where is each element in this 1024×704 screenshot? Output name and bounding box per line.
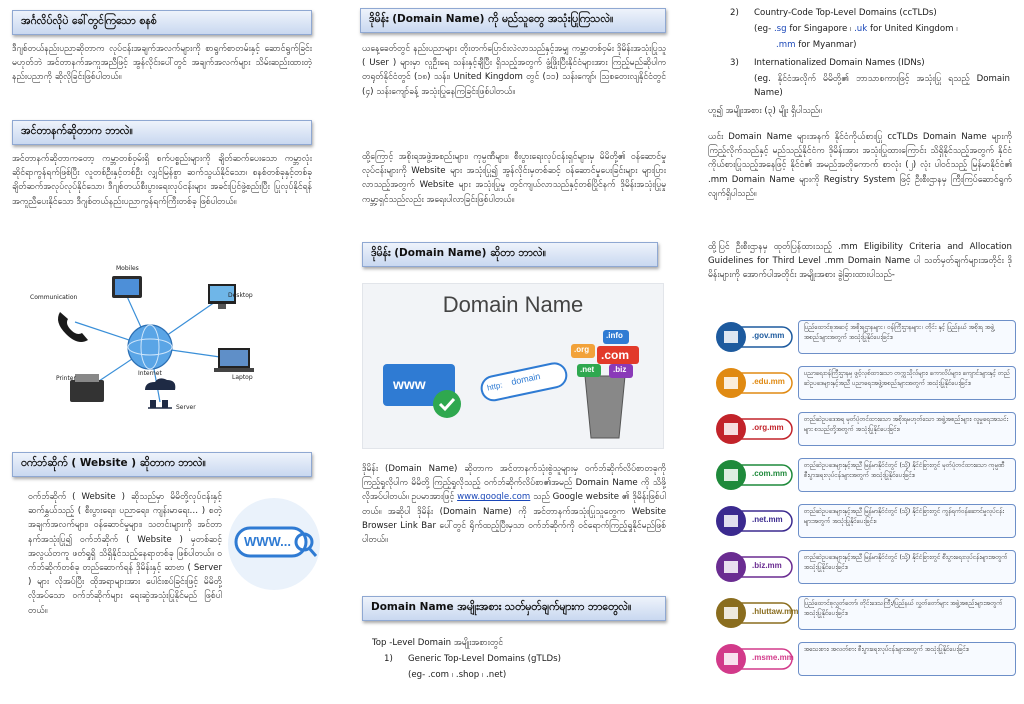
domain-category-description: အသေးစား၊ အလတ်စား စီးပွားရေးလုပ်ငန်းများအတွက် အသုံးပြုနိုင်ပေးခြင်း။: [798, 642, 1016, 676]
tag-http: http:: [486, 380, 504, 393]
tld2-example-d: for Myanmar): [795, 40, 857, 50]
tld2-example-c: for United Kingdom ၊: [867, 24, 958, 34]
paragraph-domain-growth: ထို့ကြောင့် အစိုးရအဖွဲ့အစည်းများ၊ ကုမ္ပဏီများ၊ စီးပွားရေးလုပ်ငန်းရှင်များမှ မိမိတို့၏ ဝန်ဆောင်မှုလုပ်ငန်းများကို Website များ အသုံးပြု၍ အွန်လိုင်းမှတစ်ဆင့် ဝန်ဆောင်မှုပေးခြင်းများ များပြားလာသည့်အတွက် Website များ အသုံးပြုမှု တွင်ကျယ်လာသည်နှင့်တစ်ပြိုင်နက် ဒိုမိန်းအသုံးပြုမှု ကမ္ဘာ့ရှင်သည်လည်း အရေးပါလာခြင်းဖြစ်ပါတယ်။: [362, 152, 666, 205]
website-icon: [228, 498, 320, 590]
domain-category-row: [714, 596, 1016, 630]
label-internet: Internet: [138, 370, 162, 377]
domain-category-icon: [714, 596, 799, 630]
domain-category-icon: [714, 458, 794, 492]
paragraph-website: ဝက်ဘ်ဆိုက် ( Website ) ဆိုသည်မှာ မိမိတို့လုပ်ငန်းနှင့်ဆက်နွှယ်သည့် ( စီးပွားရေး၊ ပညာရေး၊ ကျန်းမာရေး… ) စတဲ့ အချက်အလက်များ၊ ဝန်ဆောင်မှုများ၊ သတင်းများကို အင်တာနက်အသုံးပြု၍ ဝက်ဘ်ဆိုက် ( Website ) မှတစ်ဆင့် အလွယ်တကူ ဖတ်ရှုရှိ သိရှိနိုင်သည့်နေရာတစ်ခု ဖြစ်ပါတယ်။ ဝက်ဘ်ဆိုက်တစ်ခု တည်ဆောက်ရန် ဒိုမိန်းနှင့် ဆာဗာ ( Server ) များ လိုအပ်ပြီး ထိုအရာများအား ပေါင်းစပ်ခြင်းဖြင့် မိမိတို့လိုအပ်သော ဝက်ဘ်ဆိုက်များ ရေးဆွဲအသုံးပြုနိုင်မည် ဖြစ်ပါတယ်။: [28, 492, 222, 616]
domain-category-row: [714, 412, 1016, 446]
domain-category-description: ပြည်ထောင်စုလွှတ်တော်၊ တိုင်းဒေသကြီး/ပြည်နယ် လွှတ်တော်များ အဖွဲ့အစည်းများအတွက် အသုံးပြုနိုင်ပေးခြင်း။: [798, 596, 1016, 630]
label-mobiles: Mobiles: [116, 265, 139, 272]
tld1-label: Generic Top-Level Domains (gTLDs): [408, 654, 561, 664]
tld-mm: .mm: [776, 40, 796, 50]
domain-category-description: ပြည်ထောင်စုအဆင့် အစိုးရဌာနများ ၊ ဝန်ကြီးဌာနများ ၊ တိုင်း နှင့် ပြည်နယ် အစိုးရ အဖွဲ့အစည်းများအတွက် အသုံးပြုနိုင်ပေးခြင်း။: [798, 320, 1016, 354]
domain-category-tld: .gov.mm: [752, 331, 785, 340]
tld1-number: 1): [384, 654, 393, 664]
paragraph-mm-guidelines: ထို့ပြင် ဦးစီးဌာနမှ ထုတ်ပြန်ထားသည့် .mm Eligibility Criteria and Allocation Guidelines for Third Level .mm Domain Name ပါ သတ်မှတ်ချက်များအတိုင်း ဒိုမိန်းများကို အောက်ပါအတိုင်း အမျိုးအစား ခွဲခြားထားပါသည်-: [708, 242, 1012, 281]
tag-www: www: [393, 376, 426, 392]
domain-category-tld: .edu.mm: [752, 377, 785, 386]
domain-category-description: တည်ဆဲဥပဒေအရ မှတ်ပုံတင်ထားသော အစိုးရမဟုတ်သော အဖွဲ့အစည်းများ၊ လူမှုရေးအသင်းများ စသည်တို့အတွက် အသုံးပြုနိုင်ပေးခြင်း။: [798, 412, 1016, 446]
domain-category-row: [714, 320, 1016, 354]
domain-category-description: တည်ဆဲဥပဒေများနှင့်အညီ မြန်မာနိုင်ငံတွင် (သို့) နိုင်ငံခြားတွင် ကွန်ရက်ဝန်ဆောင်မှုလုပ်ငန်းများအတွက် အသုံးပြုနိုင်ပေးခြင်း။: [798, 504, 1016, 538]
tld2-number: 2): [730, 8, 739, 18]
paragraph-cctld: ယင်း Domain Name များအနက် နိုင်ငံကိုယ်စားပြု ccTLDs Domain Name များကို ကြည့်လိုက်သည်နှင့် မည်သည့်နိုင်ငံက ဒိုမိန်းအား အသုံးပြုထားကြောင်း သိရှိနိုင်သည့်အတွက် နိုင်ငံကိုယ်စားပြုသည့်အနေဖြင့် နိုင်ငံ၏ အမည်အတိုကောက် စာလုံး (၂) လုံး ပါဝင်သည့် မြန်မာနိုင်ငံ၏ .mm Domain Name များကို Registry System ဖြင့် ဦးစီးဌာနမှ ကြီးကြပ်ဆောင်ရွက်လျက်ရှိပါသည်။: [708, 132, 1012, 199]
google-link[interactable]: www.google.com: [457, 492, 531, 503]
tld2-example: [754, 22, 958, 36]
domain-category-tld: .org.mm: [752, 423, 784, 432]
tag-biz: .biz: [613, 365, 627, 374]
tag-org: .org: [574, 345, 590, 354]
tld3-number: 3): [730, 58, 739, 68]
domain-category-tld: .hluttaw.mm: [752, 607, 799, 616]
tld2-example-mm: [776, 38, 857, 52]
domain-category-icon: [714, 320, 794, 354]
domain-category-row: [714, 504, 1016, 538]
label-server: Server: [176, 404, 196, 411]
domain-category-row: [714, 642, 1016, 676]
tld-summary: ဟူ၍ အမျိုးအစား (၃) မျိုး ရှိပါသည်။: [708, 106, 822, 116]
label-printer: Printer: [56, 375, 76, 382]
heading-what-is-domain: ဒိုမိန်း (Domain Name) ဆိုတာ ဘာလဲ။: [362, 242, 658, 267]
www-text: WWW...: [244, 534, 291, 549]
domain-category-icon: [714, 642, 794, 676]
domain-category-icon: [714, 504, 794, 538]
tld3-label: Internationalized Domain Names (IDNs): [754, 58, 925, 68]
domain-category-row: [714, 550, 1016, 584]
tld2-label: Country-Code Top-Level Domains (ccTLDs): [754, 8, 937, 18]
tld-sg: .sg: [773, 24, 787, 34]
domain-category-tld: .net.mm: [752, 515, 783, 524]
tld3-example: (eg. နိုင်ငံအလိုက် မိမိတို့၏ ဘာသာစကားဖြင့် အသုံးပြု ရသည့် Domain Name): [754, 74, 1010, 99]
domain-category-description: တည်ဆဲဥပဒေများနှင့်အညီ မြန်မာနိုင်ငံတွင် (သို့) နိုင်ငံခြားတွင် စီးပွားရေးလုပ်ငန်းများအတွက် အသုံးပြုနိုင်ပေးခြင်း။: [798, 550, 1016, 584]
paragraph-domain-users: ယနေ့ခေတ်တွင် နည်းပညာများ တိုးတက်ပြောင်းလဲလာသည်နှင့်အမျှ ကမ္ဘာတစ်ဝှမ်း ဒိုမိန်းအသုံးပြုသူ ( User ) များမှာ လူဦးရေ သန်းနှင့်ချီပြီး ရှိသည့်အတွက် ဖွံ့ဖြိုးပြီးနိုင်ငံများအား ကြည့်မည်ဆိုပါက တရုတ်နိုင်ငံတွင် (၁၈) သန်း၊ United Kingdom တွင် (၁၁) သန်းကျော်၊ ဩစတေးလျနိုင်ငံတွင် (၄) သန်းကျော်ခန့် အသုံးပြုနေကြခြင်းဖြစ်ပါတယ်။: [362, 44, 666, 97]
tld2-example-b: for Singapore ၊: [786, 24, 855, 34]
paragraph-internet: အင်တာနက်ဆိုတာကတော့ ကမ္ဘာတစ်ဝှမ်းရှိ စက်ပစ္စည်းများကို ချိတ်ဆက်ပေးသော ကမ္ဘာလုံးဆိုင်ရာကွန်ရက်ဖြစ်ပြီး လူတစ်ဦးနှင့်တစ်ဦး လျှင်မြန်စွာ ဆက်သွယ်နိုင်သော၊ စနစ်တစ်ခုနှင့်တစ်ခု ချိတ်ဆက်အလုပ်လုပ်နိုင်သော၊ ဒီဂျစ်တယ်စီးပွားရေးလုပ်ငန်းများ အခင်းပြင်ဖွဲ့စည်းပြီး ပြုလုပ်နိုင်ရန် အကူညီပေးနိုင်သော ဒီဂျစ်တယ်နည်းပညာကွန်ရက်ကြီးတစ်ခု ဖြစ်ပါတယ်။: [12, 154, 312, 207]
domain-name-illustration: [362, 283, 664, 449]
paragraph-digital-tech: ဒီဂျစ်တယ်နည်းပညာဆိုတာက လုပ်ငန်းအချက်အလက်များကို စာရွက်စာတမ်းနှင့် ဆောင်ရွက်ခြင်းမဟုတ်ဘဲ အင်တာနက်အကူအညီဖြင့် အွန်လိုင်းပေါ်တွင် အချက်အလက်များ သိမ်းဆည်းထားတဲ့ နည်းပညာကို ဆိုလိုခြင်းဖြစ်ပါတယ်။: [12, 44, 312, 83]
tag-http-domain: domain: [510, 371, 542, 387]
tld2-example-a: (eg-: [754, 24, 774, 34]
domain-category-tld: .biz.mm: [752, 561, 782, 570]
tld-intro: Top -Level Domain အမျိုးအစားတွင်: [372, 638, 503, 648]
label-communication: Communication: [30, 294, 78, 301]
domain-category-row: [714, 458, 1016, 492]
domain-category-icon: [714, 366, 794, 400]
heading-website: ဝက်ဘ်ဆိုက် ( Website ) ဆိုတာက ဘာလဲ။: [12, 452, 312, 477]
domain-category-description: ပညာရေးဝန်ကြီးဌာနမှ ဖွင့်လှစ်ထားသော တက္ကသိုလ်များ၊ ကောလိပ်များ၊ ကျောင်းများနှင့် တည်ဆဲဥပဒေများနှင့်အညီ ပညာရေးအဖွဲ့အစည်းများအတွက် အသုံးပြုနိုင်ပေးခြင်း။: [798, 366, 1016, 400]
tag-com: .com: [601, 348, 630, 362]
heading-internet: အင်တာနက်ဆိုတာက ဘာလဲ။: [12, 120, 312, 145]
domain-category-row: [714, 366, 1016, 400]
domain-category-description: တည်ဆဲဥပဒေများနှင့်အညီ မြန်မာနိုင်ငံတွင် (သို့) နိုင်ငံခြားတွင် မှတ်ပုံတင်ထားသော ကုမ္ပဏီ စီးပွားရေးလုပ်ငန်းများအတွက် အသုံးပြုနိုင်ပေးခြင်း။: [798, 458, 1016, 492]
heading-digital-tech: အင်္ဂလိပ်လိုပဲ ခေါ်တွင်ကြသော စနစ်: [12, 10, 312, 35]
label-laptop: Laptop: [232, 374, 253, 381]
domain-definition-text-a: ဒိုမိန်း (Domain Name) ဆိုတာက အင်တာနက်သုံးစွဲသူများမှ ဝက်ဘ်ဆိုက်လိပ်စာတခုကိုကြည့်ရှုလိုပါက မိမိတို့ ကြည့်ရှုလိုသည့် ဝက်ဘ်ဆိုက်လိပ်စာ၏အမည် Domain Name ကို သိဖို့လိုအပ်ပါတယ်။ ဥပမာအားဖြင့်: [362, 464, 666, 503]
internet-network-diagram: [30, 262, 300, 432]
tld-uk: .uk: [854, 24, 868, 34]
heading-domain-types: Domain Name အမျိုးအစား သတ်မှတ်ချက်များက ဘာတွေလဲ။: [362, 596, 666, 621]
domain-definition-text-b: သည် Google website ၏ ဒိုမိန်းဖြစ်ပါတယ်။ အဆိုပါ ဒိုမိန်း (Domain Name) ကို အင်တာနက်အသုံးပြုသူတွေက Website Browser Link Bar ပေါ်တွင် ရိုက်ထည့်ပြီးမှသာ ဝက်ဘ်ဆိုက်ကို ဝင်ရောက်ကြည့်ရှုနိုင်မည်ဖြစ်ပါတယ်။: [362, 492, 667, 546]
domain-category-tld: .com.mm: [752, 469, 788, 478]
tag-net: .net: [580, 365, 595, 374]
heading-domain-users: ဒိုမိန်း (Domain Name) ကို မည်သူတွေ အသုံးပြုကြသလဲ။: [360, 8, 666, 33]
domain-category-icon: [714, 550, 794, 584]
tag-info: .info: [606, 331, 623, 340]
domain-category-icon: [714, 412, 794, 446]
label-desktop: Desktop: [228, 292, 253, 299]
domain-category-tld: .msme.mm: [752, 653, 794, 662]
tld1-example: (eg- .com ၊ .shop ၊ .net): [408, 670, 507, 680]
domain-image-title: Domain Name: [442, 292, 584, 317]
paragraph-domain-definition: [362, 462, 666, 547]
